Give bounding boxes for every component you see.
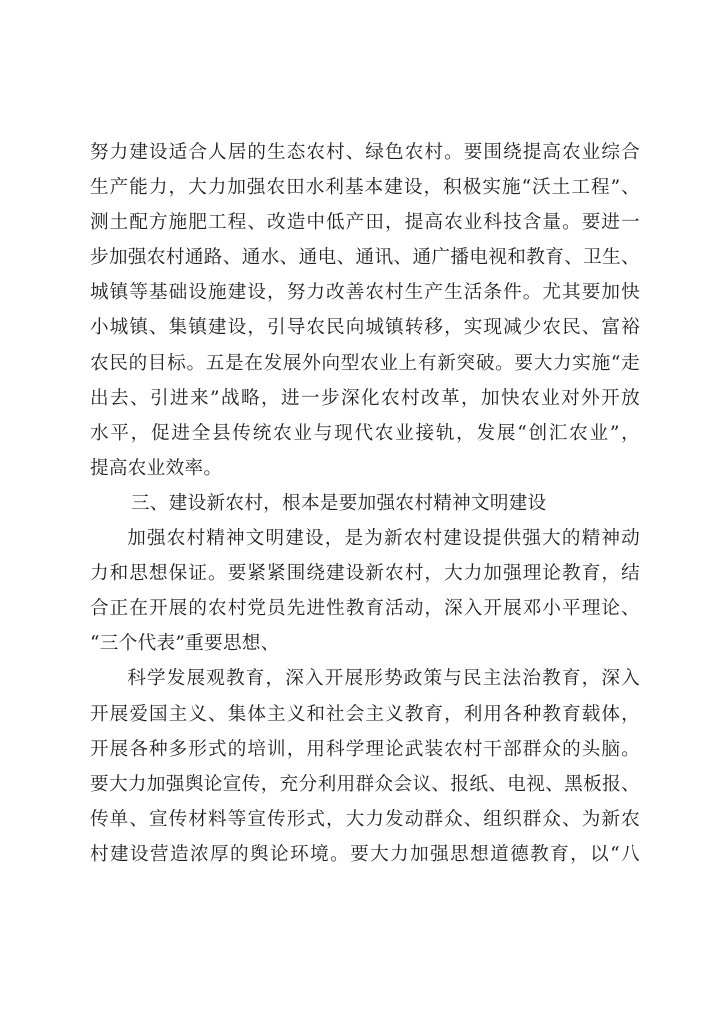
- paragraph-1: [90, 135, 640, 486]
- paragraph-1-line: 努力建设适合人居的生态农村、绿色农村。要围绕提高农业综合: [90, 142, 640, 163]
- section-heading: 三、建设新农村，根本是要加强农村精神文明建设: [130, 492, 547, 514]
- paragraph-1-line: 城镇等基础设施建设，努力改善农村生产生活条件。尤其要加快: [90, 282, 640, 304]
- paragraph-1-line: 测土配方施肥工程、改造中低产田，提高农业科技含量。要进一: [90, 212, 640, 234]
- paragraph-1-line: 步加强农村通路、通水、通电、通讯、通广播电视和教育、卫生、: [90, 247, 640, 269]
- paragraph-3-line: 科学发展观教育，深入开展形势政策与民主法治教育，深入: [127, 668, 640, 690]
- paragraph-2-line: 加强农村精神文明建设，是为新农村建设提供强大的精神动: [127, 528, 640, 550]
- paragraph-3-line: 开展爱国主义、集体主义和社会主义教育，利用各种教育载体，: [90, 703, 640, 725]
- paragraph-2-line: 力和思想保证。要紧紧围绕建设新农村，大力加强理论教育，结: [90, 563, 640, 585]
- paragraph-3-line: 传单、宣传材料等宣传形式，大力发动群众、组织群众、为新农: [90, 808, 640, 830]
- paragraph-2: [90, 521, 640, 661]
- paragraph-3-line: 要大力加强舆论宣传，充分利用群众会议、报纸、电视、黑板报、: [90, 773, 640, 795]
- paragraph-1-line: 农民的目标。五是在发展外向型农业上有新突破。要大力实施“走: [90, 352, 640, 374]
- paragraph-1-line: 水平，促进全县传统农业与现代农业接轨，发展“创汇农业”，: [90, 422, 640, 444]
- paragraph-3-line: 村建设营造浓厚的舆论环境。要大力加强思想道德教育，以“八: [90, 843, 640, 865]
- paragraph-1-line: 提高农业效率。: [90, 457, 223, 479]
- document-body: [90, 135, 640, 872]
- paragraph-1-line: 生产能力，大力加强农田水利基本建设，积极实施“沃土工程”、: [90, 177, 640, 199]
- paragraph-3-line: 开展各种多形式的培训，用科学理论武装农村干部群众的头脑。: [90, 738, 640, 760]
- paragraph-1-line: 出去、引进来”战略，进一步深化农村改革，加快农业对外开放: [90, 387, 640, 409]
- paragraph-2-line: “三个代表”重要思想、: [90, 633, 280, 655]
- paragraph-1-line: 小城镇、集镇建设，引导农民向城镇转移，实现减少农民、富裕: [90, 317, 640, 339]
- paragraph-3: [90, 661, 640, 872]
- paragraph-2-line: 合正在开展的农村党员先进性教育活动，深入开展邓小平理论、: [90, 598, 640, 620]
